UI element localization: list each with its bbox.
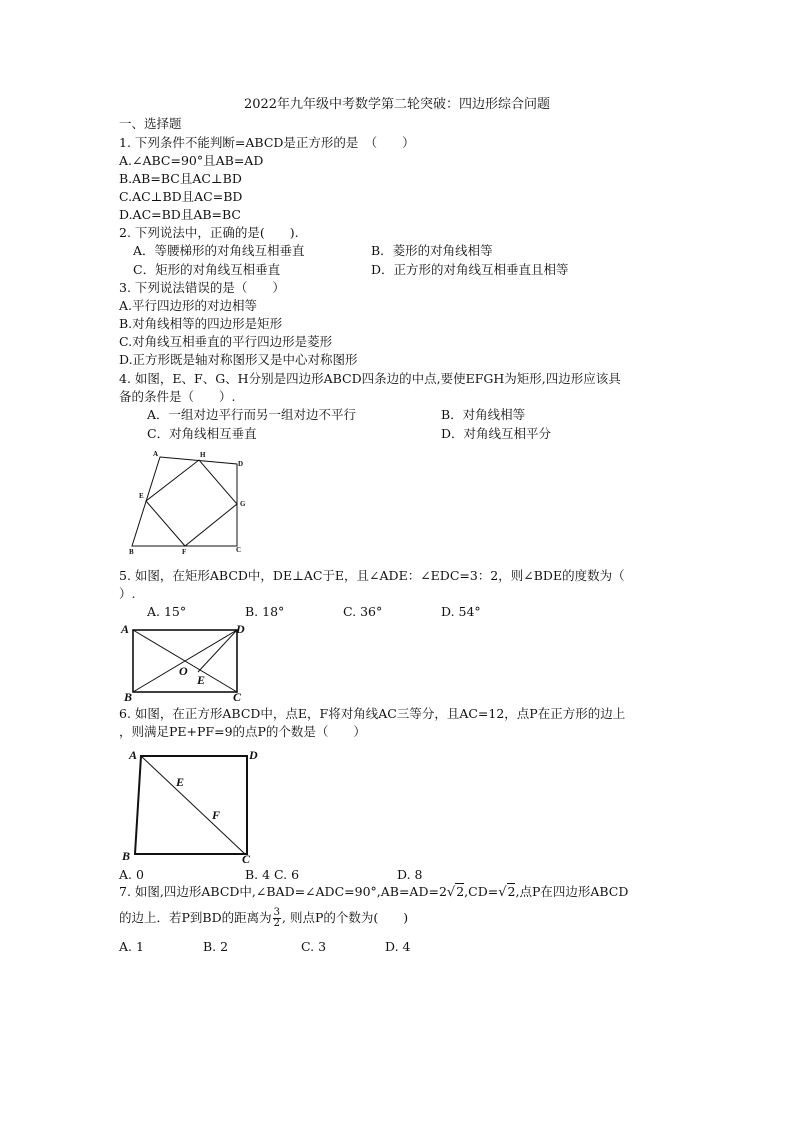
q4-stem-line1: 4. 如图，E、F、G、H分别是四边形ABCD四条边的中点,要使EFGH为矩形,四边形应该具 xyxy=(119,371,621,386)
q5-stem-line1: 5. 如图，在矩形ABCD中，DE⊥AC于E，且∠ADE：∠EDC=3：2，则∠BDE的度数为（ xyxy=(119,568,625,583)
q6-figure xyxy=(118,742,268,866)
q4-option-d: D．对角线互相平分 xyxy=(441,426,552,441)
q1-option-b: B.AB=BC且AC⊥BD xyxy=(119,171,242,186)
q5-option-a: A. 15° xyxy=(147,604,187,619)
q5-figure xyxy=(118,620,253,704)
q7-stem-part2: ,CD= xyxy=(464,884,499,899)
q7-radicand-ab: 2 xyxy=(456,884,465,899)
q6-square xyxy=(135,756,247,854)
q7-fraction-numerator: 3 xyxy=(273,907,280,918)
q2-option-d: D．正方形的对角线互相垂直且相等 xyxy=(371,262,569,277)
q6-stem-line1: 6. 如图，在正方形ABCD中，点E，F将对角线AC三等分，且AC=12，点P在正方形的边上 xyxy=(119,706,626,721)
q6-stem-line2: ，则满足PE+PF=9的点P的个数是（ ） xyxy=(119,724,366,739)
q4-label-h: H xyxy=(200,451,206,459)
q5-label-c: C xyxy=(233,690,242,704)
q2-option-b: B．菱形的对角线相等 xyxy=(371,243,493,258)
q7-option-c: C. 3 xyxy=(301,939,327,954)
q5-stem-line2: ）. xyxy=(119,586,136,601)
q5-option-b: B. 18° xyxy=(245,604,285,619)
q3-option-d: D.正方形既是轴对称图形又是中心对称图形 xyxy=(119,352,358,367)
q3-option-b: B.对角线相等的四边形是矩形 xyxy=(119,316,283,331)
q4-label-b: B xyxy=(129,548,134,556)
q6-label-d: D xyxy=(249,748,258,762)
q6-option-a: A. 0 xyxy=(119,867,144,882)
q5-label-e: E xyxy=(197,673,206,687)
q6-label-c: C xyxy=(242,852,251,866)
q5-label-o: O xyxy=(179,664,188,678)
q4-quadrilateral-abcd xyxy=(132,457,237,546)
q7-stem-part3: ,点P在四边形ABCD xyxy=(515,884,629,899)
q4-quadrilateral-efgh xyxy=(146,460,237,546)
q1-option-c: C.AC⊥BD且AC=BD xyxy=(119,189,243,204)
q1-option-d: D.AC=BD且AB=BC xyxy=(119,207,241,222)
q5-label-a: A xyxy=(121,622,130,636)
q7-option-b: B. 2 xyxy=(203,939,229,954)
q7-stem-part4: 的边上．若P到BD的距离为 xyxy=(119,910,272,925)
q4-label-e: E xyxy=(139,492,144,500)
q4-label-g: G xyxy=(240,500,246,508)
q7-fraction-denominator: 2 xyxy=(273,918,280,929)
q4-option-b: B．对角线相等 xyxy=(441,407,526,422)
q4-label-f: F xyxy=(182,548,187,556)
q1-stem: 1. 下列条件不能判断=ABCD是正方形的是 （ ） xyxy=(119,135,415,150)
q3-stem: 3. 下列说法错误的是（ ） xyxy=(119,280,285,295)
q6-label-f: F xyxy=(212,808,221,822)
q7-stem-part5: , 则点P的个数为( ) xyxy=(282,910,409,925)
q3-option-c: C.对角线互相垂直的平行四边形是菱形 xyxy=(119,334,333,349)
q6-option-d: D. 8 xyxy=(397,867,423,882)
q7-radicand-cd: 2 xyxy=(507,884,516,899)
q4-label-c: C xyxy=(236,546,242,554)
q5-label-b: B xyxy=(124,690,133,704)
q7-option-a: A. 1 xyxy=(119,939,144,954)
q7-fraction xyxy=(273,908,281,929)
section-heading: 一、选择题 xyxy=(119,116,182,131)
q2-option-c: C．矩形的对角线互相垂直 xyxy=(133,262,281,277)
q7-stem-line2 xyxy=(119,908,408,929)
q2-stem: 2. 下列说法中，正确的是( ). xyxy=(119,225,299,240)
q4-stem-line2: 备的条件是（ ）. xyxy=(119,389,236,404)
q5-option-c: C. 36° xyxy=(343,604,383,619)
q5-option-d: D. 54° xyxy=(441,604,481,619)
q4-option-c: C．对角线相互垂直 xyxy=(147,426,257,441)
q4-figure xyxy=(120,445,255,557)
q6-diagonal-ac xyxy=(141,756,245,854)
page-title: 2022年九年级中考数学第二轮突破：四边形综合问题 xyxy=(243,97,551,112)
q4-option-a: A．一组对边平行而另一组对边不平行 xyxy=(147,407,357,422)
q5-label-d: D xyxy=(236,622,245,636)
q5-segment-de xyxy=(198,630,237,672)
q7-stem-part1: 7. 如图,四边形ABCD中,∠BAD=∠ADC=90°,AB=AD=2 xyxy=(119,884,447,899)
q4-label-d: D xyxy=(238,460,244,468)
q3-option-a: A.平行四边形的对边相等 xyxy=(119,298,258,313)
q2-option-a: A．等腰梯形的对角线互相垂直 xyxy=(133,243,305,258)
q6-label-b: B xyxy=(122,849,131,863)
q4-label-a: A xyxy=(153,450,159,458)
q6-label-e: E xyxy=(176,775,185,789)
q7-stem-line1: 7. 如图,四边形ABCD中,∠BAD=∠ADC=90°,AB=AD=2√2,CD=√2,点P在四边形ABCD xyxy=(119,884,629,900)
q6-label-a: A xyxy=(129,748,138,762)
q1-option-a: A.∠ABC=90°且AB=AD xyxy=(119,153,264,168)
q7-option-d: D. 4 xyxy=(385,939,411,954)
q6-option-bc: B. 4 C. 6 xyxy=(245,867,300,882)
